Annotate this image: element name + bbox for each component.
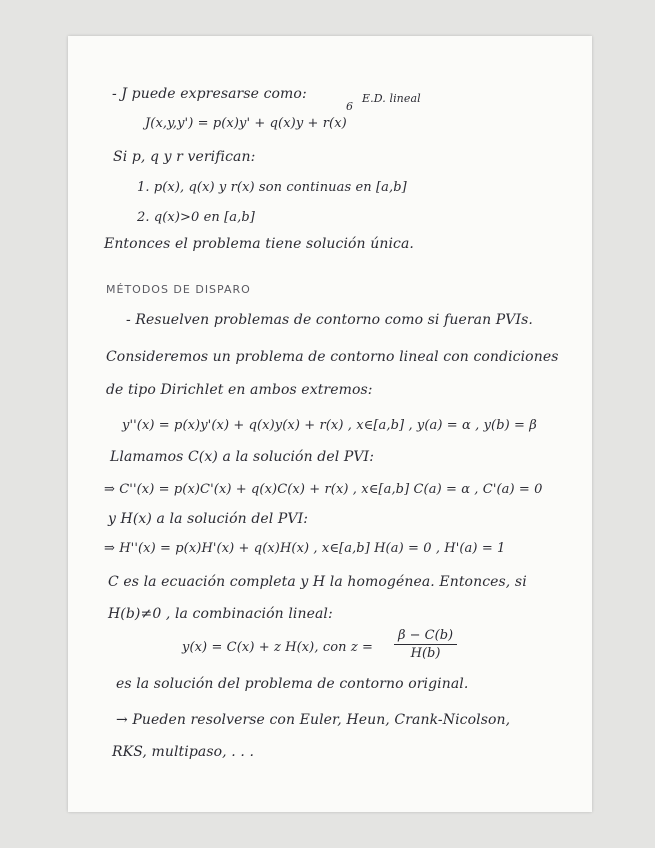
line-j-formula: J(x,y,y') = p(x)y' + q(x)y + r(x)	[145, 116, 347, 131]
line-h-ivp: ⇒ H''(x) = p(x)H'(x) + q(x)H(x) , x∈[a,b] H(a) = 0 , H'(a) = 1	[104, 541, 506, 556]
annotation-linear-ode: E.D. lineal	[362, 92, 421, 105]
annotation-mark: 6	[346, 100, 354, 113]
line-consider-bvp: Consideremos un problema de contorno lineal con condiciones	[106, 349, 559, 365]
line-condition-1: 1. p(x), q(x) y r(x) son continuas en [a,b]	[137, 180, 407, 195]
z-fraction-numerator: β − C(b)	[398, 628, 454, 643]
line-bvp-equation: y''(x) = p(x)y'(x) + q(x)y(x) + r(x) , x∈[a,b] , y(a) = α , y(b) = β	[122, 418, 537, 433]
line-linear-combination: H(b)≠0 , la combinación lineal:	[108, 606, 333, 622]
line-complete-homogeneous: C es la ecuación completa y H la homogénea. Entonces, si	[108, 574, 527, 590]
section-heading-shooting-methods: MÉTODOS DE DISPARO	[106, 283, 251, 296]
line-unique-solution: Entonces el problema tiene solución única.	[104, 236, 414, 252]
line-define-h: y H(x) a la solución del PVI:	[108, 511, 309, 527]
line-dirichlet: de tipo Dirichlet en ambos extremos:	[106, 382, 373, 398]
line-solvers-continued: RKS, multipaso, . . .	[112, 744, 255, 760]
line-conditions-intro: Si p, q y r verifican:	[113, 149, 256, 165]
z-fraction	[394, 628, 457, 661]
line-bvp-as-ivp: - Resuelven problemas de contorno como si fueran PVIs.	[126, 312, 533, 328]
line-j-expression-intro: - J puede expresarse como:	[112, 86, 307, 102]
z-fraction-denominator: H(b)	[410, 646, 441, 661]
line-solution-formula: y(x) = C(x) + z H(x), con z =	[182, 640, 373, 655]
line-solvers: → Pueden resolverse con Euler, Heun, Crank-Nicolson,	[116, 712, 511, 728]
z-fraction-bar	[394, 644, 457, 645]
line-c-ivp: ⇒ C''(x) = p(x)C'(x) + q(x)C(x) + r(x) , x∈[a,b] C(a) = α , C'(a) = 0	[104, 482, 543, 497]
line-define-c: Llamamos C(x) a la solución del PVI:	[110, 449, 375, 465]
line-condition-2: 2. q(x)>0 en [a,b]	[137, 210, 255, 225]
line-original-solution: es la solución del problema de contorno original.	[116, 676, 469, 692]
